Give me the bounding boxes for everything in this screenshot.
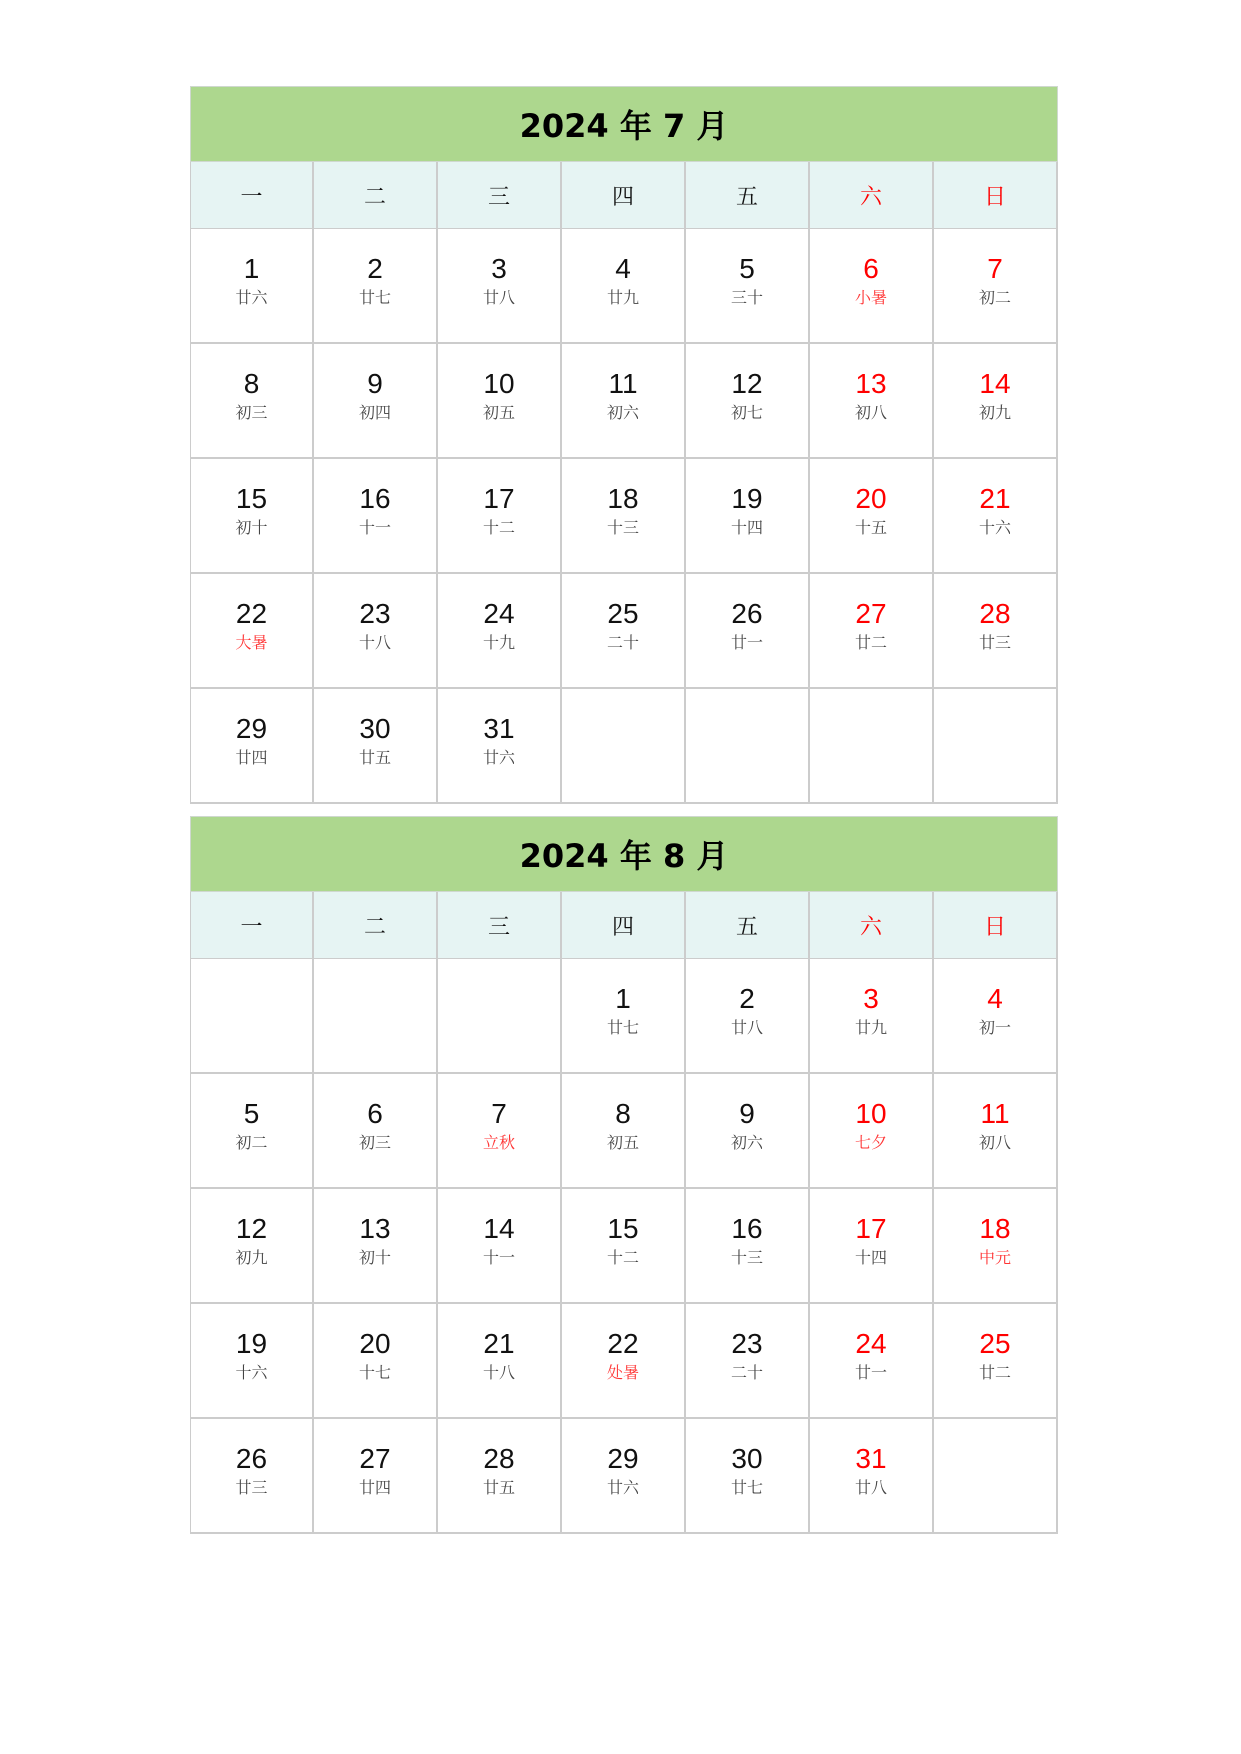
- day-number: 6: [367, 1098, 383, 1129]
- lunar-date: 初一: [978, 1018, 1011, 1037]
- day-number: 10: [483, 368, 515, 399]
- lunar-date: 廿九: [854, 1018, 887, 1037]
- day-cell[interactable]: [562, 1074, 686, 1189]
- day-cell[interactable]: [562, 1419, 686, 1534]
- day-number: 14: [979, 368, 1011, 399]
- day-grid: [190, 959, 1058, 1534]
- day-cell[interactable]: [686, 1304, 810, 1419]
- empty-day-cell: [438, 959, 562, 1074]
- lunar-date: 十一: [358, 518, 391, 537]
- lunar-date: 廿四: [358, 1478, 391, 1497]
- day-number: 30: [359, 713, 391, 744]
- lunar-date: 十九: [482, 633, 515, 652]
- day-number: 27: [359, 1443, 391, 1474]
- day-number: 14: [483, 1213, 515, 1244]
- lunar-date: 廿五: [358, 748, 391, 767]
- day-cell[interactable]: [190, 1189, 314, 1304]
- day-cell[interactable]: [934, 459, 1058, 574]
- day-number: 27: [855, 598, 887, 629]
- weekday-label: 五: [686, 162, 810, 229]
- day-number: 30: [731, 1443, 763, 1474]
- day-number: 29: [235, 713, 268, 744]
- lunar-date: 十二: [482, 518, 515, 537]
- day-cell[interactable]: [562, 459, 686, 574]
- day-number: 2: [739, 983, 755, 1014]
- empty-day-cell: [934, 1419, 1058, 1534]
- day-number: 15: [607, 1213, 639, 1244]
- day-number: 18: [607, 483, 639, 514]
- lunar-date: 初六: [730, 1133, 763, 1152]
- solar-term-label: 小暑: [854, 288, 887, 307]
- lunar-date: 廿七: [730, 1478, 763, 1497]
- day-cell[interactable]: [934, 1304, 1058, 1419]
- lunar-date: 初二: [978, 288, 1011, 307]
- day-cell[interactable]: [686, 344, 810, 459]
- day-number: 25: [979, 1328, 1011, 1359]
- weekday-label: 五: [686, 892, 810, 959]
- day-number: 28: [483, 1443, 515, 1474]
- lunar-date: 十六: [978, 518, 1011, 537]
- day-cell[interactable]: [562, 1189, 686, 1304]
- day-number: 5: [243, 1098, 260, 1129]
- day-cell[interactable]: [686, 959, 810, 1074]
- day-number: 19: [235, 1328, 268, 1359]
- lunar-date: 十七: [358, 1363, 391, 1382]
- day-number: 5: [739, 253, 755, 284]
- lunar-date: 二十: [730, 1363, 763, 1382]
- day-number: 7: [491, 1098, 507, 1129]
- solar-term-label: 大暑: [235, 633, 268, 652]
- day-cell[interactable]: [810, 1074, 934, 1189]
- day-number: 12: [235, 1213, 268, 1244]
- day-number: 17: [483, 483, 515, 514]
- lunar-date: 廿六: [606, 1478, 639, 1497]
- day-cell[interactable]: [810, 1419, 934, 1534]
- weekday-label: 日: [934, 892, 1058, 959]
- day-number: 21: [979, 483, 1011, 514]
- lunar-date: 初三: [235, 403, 268, 422]
- solar-term-label: 中元: [978, 1248, 1011, 1267]
- day-cell[interactable]: [934, 1074, 1058, 1189]
- day-cell[interactable]: [686, 229, 810, 344]
- lunar-date: 廿一: [854, 1363, 887, 1382]
- solar-term-label: 七夕: [854, 1133, 887, 1152]
- day-cell[interactable]: [314, 1074, 438, 1189]
- day-cell[interactable]: [438, 1304, 562, 1419]
- day-number: 24: [483, 598, 515, 629]
- day-cell[interactable]: [810, 344, 934, 459]
- day-cell[interactable]: [438, 574, 562, 689]
- weekday-label: 三: [438, 162, 562, 229]
- day-number: 21: [483, 1328, 515, 1359]
- weekday-label: 三: [438, 892, 562, 959]
- day-cell[interactable]: [314, 1419, 438, 1534]
- day-number: 3: [491, 253, 507, 284]
- day-number: 29: [607, 1443, 639, 1474]
- day-cell[interactable]: [314, 229, 438, 344]
- day-cell[interactable]: [190, 344, 314, 459]
- day-cell[interactable]: [686, 1419, 810, 1534]
- day-cell[interactable]: [190, 689, 314, 804]
- weekday-label: 一: [190, 892, 314, 959]
- day-number: 16: [359, 483, 391, 514]
- day-cell[interactable]: [810, 229, 934, 344]
- day-number: 13: [855, 368, 887, 399]
- day-number: 13: [359, 1213, 391, 1244]
- weekday-label: 四: [562, 892, 686, 959]
- month-title: 2024 年 8 月: [190, 816, 1058, 892]
- lunar-date: 初四: [358, 403, 391, 422]
- day-cell[interactable]: [562, 344, 686, 459]
- lunar-date: 十一: [482, 1248, 515, 1267]
- day-number: 11: [980, 1098, 1010, 1129]
- lunar-date: 廿二: [978, 1363, 1011, 1382]
- lunar-date: 廿一: [730, 633, 763, 652]
- day-cell[interactable]: [190, 1304, 314, 1419]
- day-number: 7: [987, 253, 1003, 284]
- lunar-date: 三十: [730, 288, 763, 307]
- empty-day-cell: [314, 959, 438, 1074]
- day-number: 16: [731, 1213, 763, 1244]
- day-number: 9: [367, 368, 383, 399]
- day-cell[interactable]: [190, 459, 314, 574]
- lunar-date: 廿三: [235, 1478, 268, 1497]
- lunar-date: 廿五: [482, 1478, 515, 1497]
- lunar-date: 十六: [235, 1363, 268, 1382]
- empty-day-cell: [686, 689, 810, 804]
- day-cell[interactable]: [810, 459, 934, 574]
- lunar-date: 十三: [606, 518, 639, 537]
- weekday-label: 六: [810, 892, 934, 959]
- empty-day-cell: [810, 689, 934, 804]
- month-calendar: [190, 86, 1058, 804]
- weekday-label: 四: [562, 162, 686, 229]
- day-cell[interactable]: [190, 1419, 314, 1534]
- weekday-header: [190, 162, 1058, 229]
- lunar-date: 初五: [606, 1133, 639, 1152]
- lunar-date: 廿四: [235, 748, 268, 767]
- day-number: 26: [235, 1443, 268, 1474]
- weekday-label: 二: [314, 162, 438, 229]
- day-cell[interactable]: [314, 1189, 438, 1304]
- day-cell[interactable]: [810, 574, 934, 689]
- lunar-date: 初六: [606, 403, 639, 422]
- day-number: 15: [235, 483, 268, 514]
- day-cell[interactable]: [810, 1304, 934, 1419]
- day-number: 23: [731, 1328, 763, 1359]
- day-cell[interactable]: [562, 959, 686, 1074]
- lunar-date: 十二: [606, 1248, 639, 1267]
- lunar-date: 十八: [482, 1363, 515, 1382]
- day-number: 26: [731, 598, 763, 629]
- day-cell[interactable]: [438, 689, 562, 804]
- lunar-date: 廿八: [482, 288, 515, 307]
- day-cell[interactable]: [934, 229, 1058, 344]
- day-cell[interactable]: [190, 574, 314, 689]
- lunar-date: 初十: [235, 518, 268, 537]
- weekday-label: 日: [934, 162, 1058, 229]
- day-cell[interactable]: [934, 344, 1058, 459]
- lunar-date: 十三: [730, 1248, 763, 1267]
- empty-day-cell: [190, 959, 314, 1074]
- weekday-header: [190, 892, 1058, 959]
- day-cell[interactable]: [438, 459, 562, 574]
- month-calendar: [190, 816, 1058, 1534]
- empty-day-cell: [562, 689, 686, 804]
- day-number: 28: [979, 598, 1011, 629]
- day-number: 4: [987, 983, 1003, 1014]
- day-number: 25: [607, 598, 639, 629]
- day-cell[interactable]: [686, 1074, 810, 1189]
- empty-day-cell: [934, 689, 1058, 804]
- lunar-date: 初三: [358, 1133, 391, 1152]
- lunar-date: 廿六: [235, 288, 268, 307]
- day-number: 31: [483, 713, 515, 744]
- day-cell[interactable]: [438, 1419, 562, 1534]
- day-cell[interactable]: [934, 959, 1058, 1074]
- day-cell[interactable]: [686, 574, 810, 689]
- day-number: 6: [863, 253, 879, 284]
- day-number: 4: [615, 253, 631, 284]
- lunar-date: 初八: [854, 403, 887, 422]
- lunar-date: 初二: [235, 1133, 268, 1152]
- day-cell[interactable]: [810, 959, 934, 1074]
- day-cell[interactable]: [438, 229, 562, 344]
- day-number: 8: [243, 368, 260, 399]
- day-number: 8: [615, 1098, 631, 1129]
- lunar-date: 十四: [854, 1248, 887, 1267]
- day-cell[interactable]: [562, 1304, 686, 1419]
- lunar-date: 廿七: [358, 288, 391, 307]
- day-number: 22: [235, 598, 268, 629]
- lunar-date: 廿六: [482, 748, 515, 767]
- day-number: 17: [855, 1213, 887, 1244]
- lunar-date: 初八: [978, 1133, 1011, 1152]
- day-cell[interactable]: [438, 344, 562, 459]
- day-number: 18: [979, 1213, 1011, 1244]
- day-cell[interactable]: [314, 574, 438, 689]
- day-number: 23: [359, 598, 391, 629]
- day-number: 11: [608, 368, 638, 399]
- day-cell[interactable]: [562, 229, 686, 344]
- day-cell[interactable]: [934, 574, 1058, 689]
- day-number: 31: [855, 1443, 887, 1474]
- lunar-date: 廿八: [730, 1018, 763, 1037]
- day-number: 24: [855, 1328, 887, 1359]
- month-title: 2024 年 7 月: [190, 86, 1058, 162]
- day-cell[interactable]: [686, 459, 810, 574]
- day-number: 22: [607, 1328, 639, 1359]
- day-cell[interactable]: [562, 574, 686, 689]
- day-number: 9: [739, 1098, 755, 1129]
- day-number: 3: [863, 983, 879, 1014]
- lunar-date: 十八: [358, 633, 391, 652]
- lunar-date: 廿七: [606, 1018, 639, 1037]
- weekday-label: 六: [810, 162, 934, 229]
- day-number: 12: [731, 368, 763, 399]
- day-cell[interactable]: [314, 344, 438, 459]
- solar-term-label: 处暑: [606, 1363, 639, 1382]
- day-cell[interactable]: [438, 1074, 562, 1189]
- lunar-date: 廿八: [854, 1478, 887, 1497]
- day-cell[interactable]: [810, 1189, 934, 1304]
- lunar-date: 初五: [482, 403, 515, 422]
- day-cell[interactable]: [314, 689, 438, 804]
- lunar-date: 初九: [978, 403, 1011, 422]
- lunar-date: 二十: [606, 633, 639, 652]
- day-cell[interactable]: [190, 1074, 314, 1189]
- lunar-date: 廿九: [606, 288, 639, 307]
- lunar-date: 初十: [358, 1248, 391, 1267]
- day-number: 2: [367, 253, 383, 284]
- day-grid: [190, 229, 1058, 804]
- weekday-label: 二: [314, 892, 438, 959]
- day-cell[interactable]: [438, 1189, 562, 1304]
- day-number: 20: [359, 1328, 391, 1359]
- day-cell[interactable]: [314, 1304, 438, 1419]
- lunar-date: 廿二: [854, 633, 887, 652]
- lunar-date: 十四: [730, 518, 763, 537]
- lunar-date: 初九: [235, 1248, 268, 1267]
- day-number: 1: [243, 253, 260, 284]
- day-number: 10: [855, 1098, 887, 1129]
- weekday-label: 一: [190, 162, 314, 229]
- day-cell[interactable]: [190, 229, 314, 344]
- day-cell[interactable]: [686, 1189, 810, 1304]
- solar-term-label: 立秋: [482, 1133, 515, 1152]
- day-cell[interactable]: [934, 1189, 1058, 1304]
- day-number: 20: [855, 483, 887, 514]
- day-number: 19: [731, 483, 763, 514]
- day-cell[interactable]: [314, 459, 438, 574]
- day-number: 1: [615, 983, 631, 1014]
- lunar-date: 廿三: [978, 633, 1011, 652]
- lunar-date: 初七: [730, 403, 763, 422]
- lunar-date: 十五: [854, 518, 887, 537]
